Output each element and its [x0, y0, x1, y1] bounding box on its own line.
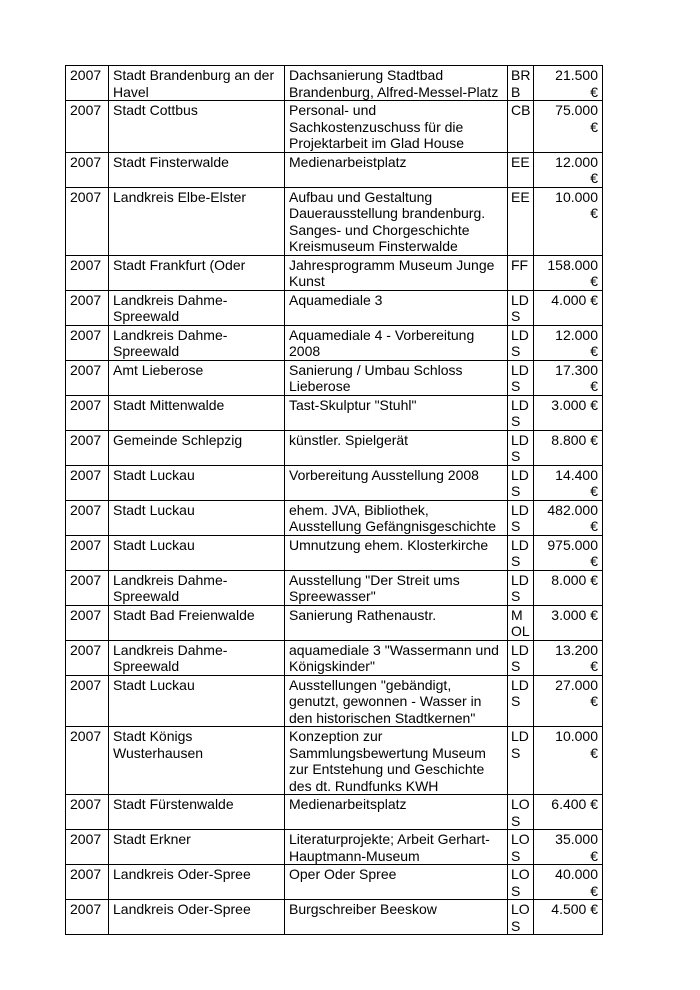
- project-cell: künstler. Spielgerät: [285, 430, 508, 465]
- district-code-cell: EE: [508, 152, 534, 187]
- amount-value: 75.000 €: [555, 102, 598, 135]
- amount-value: 3.000 €: [551, 606, 598, 623]
- amount-value: 27.000 €: [555, 676, 598, 709]
- organisation-cell: Stadt Mittenwalde: [109, 395, 285, 430]
- amount-value: 975.000 €: [547, 536, 598, 569]
- project-cell: Sanierung / Umbau Schloss Lieberose: [285, 360, 508, 395]
- amount-value: 21.500 €: [555, 67, 598, 100]
- year-cell: 2007: [66, 640, 109, 675]
- project-cell: Ausstellungen "gebändigt, genutzt, gewonnen - Wasser in den historischen Stadtkernen": [285, 675, 508, 727]
- project-cell: Vorbereitung Ausstellung 2008: [285, 465, 508, 500]
- year-cell: 2007: [66, 360, 109, 395]
- amount-value: 40.000 €: [555, 866, 598, 899]
- amount-value: 3.000 €: [551, 396, 598, 413]
- year-cell: 2007: [66, 570, 109, 605]
- amount-cell: [534, 255, 603, 290]
- project-cell: Jahresprogramm Museum Junge Kunst: [285, 255, 508, 290]
- district-code-cell: EE: [508, 187, 534, 255]
- funding-table-body: [66, 66, 603, 935]
- year-cell: 2007: [66, 325, 109, 360]
- amount-value: 482.000 €: [547, 501, 598, 534]
- district-code-cell: MOL: [508, 605, 534, 640]
- table-row: [66, 360, 603, 395]
- project-cell: Konzeption zur Sammlungsbewertung Museum zur Entstehung und Geschichte des dt. Rundfunks KWH: [285, 727, 508, 795]
- organisation-cell: Landkreis Dahme-Spreewald: [109, 640, 285, 675]
- year-cell: 2007: [66, 727, 109, 795]
- year-cell: 2007: [66, 830, 109, 865]
- project-cell: Tast-Skulptur "Stuhl": [285, 395, 508, 430]
- amount-cell: [534, 535, 603, 570]
- table-row: [66, 66, 603, 101]
- district-code-cell: LDS: [508, 535, 534, 570]
- table-row: [66, 727, 603, 795]
- district-code-cell: LOS: [508, 830, 534, 865]
- table-row: [66, 900, 603, 935]
- organisation-cell: Stadt Finsterwalde: [109, 152, 285, 187]
- amount-cell: [534, 830, 603, 865]
- project-cell: Dachsanierung Stadtbad Brandenburg, Alfred-Messel-Platz: [285, 66, 508, 101]
- amount-cell: [534, 325, 603, 360]
- amount-cell: [534, 900, 603, 935]
- amount-cell: [534, 675, 603, 727]
- project-cell: Aquamediale 3: [285, 290, 508, 325]
- district-code-cell: LOS: [508, 900, 534, 935]
- district-code-cell: LDS: [508, 325, 534, 360]
- amount-cell: [534, 66, 603, 101]
- amount-cell: [534, 187, 603, 255]
- amount-value: 13.200 €: [555, 641, 598, 674]
- organisation-cell: Landkreis Elbe-Elster: [109, 187, 285, 255]
- district-code-cell: LOS: [508, 865, 534, 900]
- table-row: [66, 325, 603, 360]
- year-cell: 2007: [66, 152, 109, 187]
- project-cell: Aufbau und Gestaltung Dauerausstellung brandenburg. Sanges- und Chorgeschichte Kreismuseum Finsterwalde: [285, 187, 508, 255]
- organisation-cell: Landkreis Dahme-Spreewald: [109, 290, 285, 325]
- district-code-cell: LDS: [508, 465, 534, 500]
- amount-cell: [534, 430, 603, 465]
- year-cell: 2007: [66, 535, 109, 570]
- amount-value: 17.300 €: [555, 361, 598, 394]
- table-row: [66, 640, 603, 675]
- year-cell: 2007: [66, 675, 109, 727]
- organisation-cell: Stadt Luckau: [109, 675, 285, 727]
- year-cell: 2007: [66, 255, 109, 290]
- year-cell: 2007: [66, 605, 109, 640]
- year-cell: 2007: [66, 430, 109, 465]
- amount-cell: [534, 290, 603, 325]
- amount-value: 10.000 €: [555, 188, 598, 221]
- organisation-cell: Amt Lieberose: [109, 360, 285, 395]
- amount-value: 4.000 €: [551, 291, 598, 308]
- amount-value: 6.400 €: [551, 796, 598, 812]
- project-cell: Oper Oder Spree: [285, 865, 508, 900]
- amount-value: 8.800 €: [551, 431, 598, 448]
- organisation-cell: Stadt Bad Freienwalde: [109, 605, 285, 640]
- project-cell: Sanierung Rathenaustr.: [285, 605, 508, 640]
- district-code-cell: LDS: [508, 675, 534, 727]
- table-row: [66, 500, 603, 535]
- year-cell: 2007: [66, 290, 109, 325]
- year-cell: 2007: [66, 187, 109, 255]
- project-cell: Medienarbeistplatz: [285, 152, 508, 187]
- organisation-cell: Landkreis Oder-Spree: [109, 865, 285, 900]
- project-cell: Medienarbeitsplatz: [285, 795, 508, 830]
- organisation-cell: Stadt Fürstenwalde: [109, 795, 285, 830]
- district-code-cell: LDS: [508, 430, 534, 465]
- table-row: [66, 187, 603, 255]
- district-code-cell: LDS: [508, 360, 534, 395]
- district-code-cell: LDS: [508, 395, 534, 430]
- amount-cell: [534, 727, 603, 795]
- project-cell: Ausstellung "Der Streit ums Spreewasser": [285, 570, 508, 605]
- amount-cell: [534, 465, 603, 500]
- amount-value: 35.000 €: [555, 831, 598, 864]
- project-cell: Burgschreiber Beeskow: [285, 900, 508, 935]
- amount-cell: [534, 605, 603, 640]
- district-code-cell: FF: [508, 255, 534, 290]
- table-row: [66, 830, 603, 865]
- amount-cell: [534, 795, 603, 830]
- organisation-cell: Stadt Brandenburg an der Havel: [109, 66, 285, 101]
- project-cell: aquamediale 3 "Wassermann und Königskinder": [285, 640, 508, 675]
- district-code-cell: LDS: [508, 570, 534, 605]
- district-code-cell: LDS: [508, 500, 534, 535]
- organisation-cell: Stadt Erkner: [109, 830, 285, 865]
- district-code-cell: LOS: [508, 795, 534, 830]
- district-code-cell: CB: [508, 101, 534, 153]
- table-row: [66, 865, 603, 900]
- amount-value: 14.400 €: [555, 466, 598, 499]
- table-row: [66, 152, 603, 187]
- funding-table: [65, 65, 603, 935]
- amount-value: 12.000 €: [555, 153, 598, 186]
- table-row: [66, 535, 603, 570]
- project-cell: ehem. JVA, Bibliothek, Ausstellung Gefängnisgeschichte: [285, 500, 508, 535]
- amount-cell: [534, 500, 603, 535]
- table-row: [66, 395, 603, 430]
- amount-value: 8.000 €: [551, 571, 598, 588]
- year-cell: 2007: [66, 865, 109, 900]
- project-cell: Umnutzung ehem. Klosterkirche: [285, 535, 508, 570]
- amount-value: 4.500 €: [551, 901, 598, 917]
- year-cell: 2007: [66, 500, 109, 535]
- project-cell: Literaturprojekte; Arbeit Gerhart-Hauptmann-Museum: [285, 830, 508, 865]
- amount-cell: [534, 865, 603, 900]
- organisation-cell: Gemeinde Schlepzig: [109, 430, 285, 465]
- amount-cell: [534, 360, 603, 395]
- organisation-cell: Stadt Cottbus: [109, 101, 285, 153]
- table-row: [66, 290, 603, 325]
- year-cell: 2007: [66, 395, 109, 430]
- year-cell: 2007: [66, 101, 109, 153]
- table-row: [66, 675, 603, 727]
- year-cell: 2007: [66, 465, 109, 500]
- table-row: [66, 255, 603, 290]
- project-cell: Aquamediale 4 - Vorbereitung 2008: [285, 325, 508, 360]
- year-cell: 2007: [66, 795, 109, 830]
- organisation-cell: Stadt Königs Wusterhausen: [109, 727, 285, 795]
- organisation-cell: Stadt Luckau: [109, 535, 285, 570]
- table-row: [66, 795, 603, 830]
- district-code-cell: LDS: [508, 727, 534, 795]
- table-row: [66, 101, 603, 153]
- project-cell: Personal- und Sachkostenzuschuss für die Projektarbeit im Glad House: [285, 101, 508, 153]
- table-row: [66, 430, 603, 465]
- amount-value: 10.000 €: [555, 728, 598, 761]
- district-code-cell: LDS: [508, 640, 534, 675]
- amount-cell: [534, 101, 603, 153]
- organisation-cell: Landkreis Oder-Spree: [109, 900, 285, 935]
- table-row: [66, 605, 603, 640]
- district-code-cell: BRB: [508, 66, 534, 101]
- district-code-cell: LDS: [508, 290, 534, 325]
- amount-cell: [534, 570, 603, 605]
- amount-value: 12.000 €: [555, 326, 598, 359]
- table-row: [66, 570, 603, 605]
- amount-value: 158.000 €: [547, 256, 598, 289]
- organisation-cell: Stadt Frankfurt (Oder: [109, 255, 285, 290]
- organisation-cell: Landkreis Dahme-Spreewald: [109, 570, 285, 605]
- year-cell: 2007: [66, 66, 109, 101]
- table-row: [66, 465, 603, 500]
- organisation-cell: Stadt Luckau: [109, 500, 285, 535]
- amount-cell: [534, 395, 603, 430]
- year-cell: 2007: [66, 900, 109, 935]
- amount-cell: [534, 640, 603, 675]
- organisation-cell: Landkreis Dahme-Spreewald: [109, 325, 285, 360]
- amount-cell: [534, 152, 603, 187]
- organisation-cell: Stadt Luckau: [109, 465, 285, 500]
